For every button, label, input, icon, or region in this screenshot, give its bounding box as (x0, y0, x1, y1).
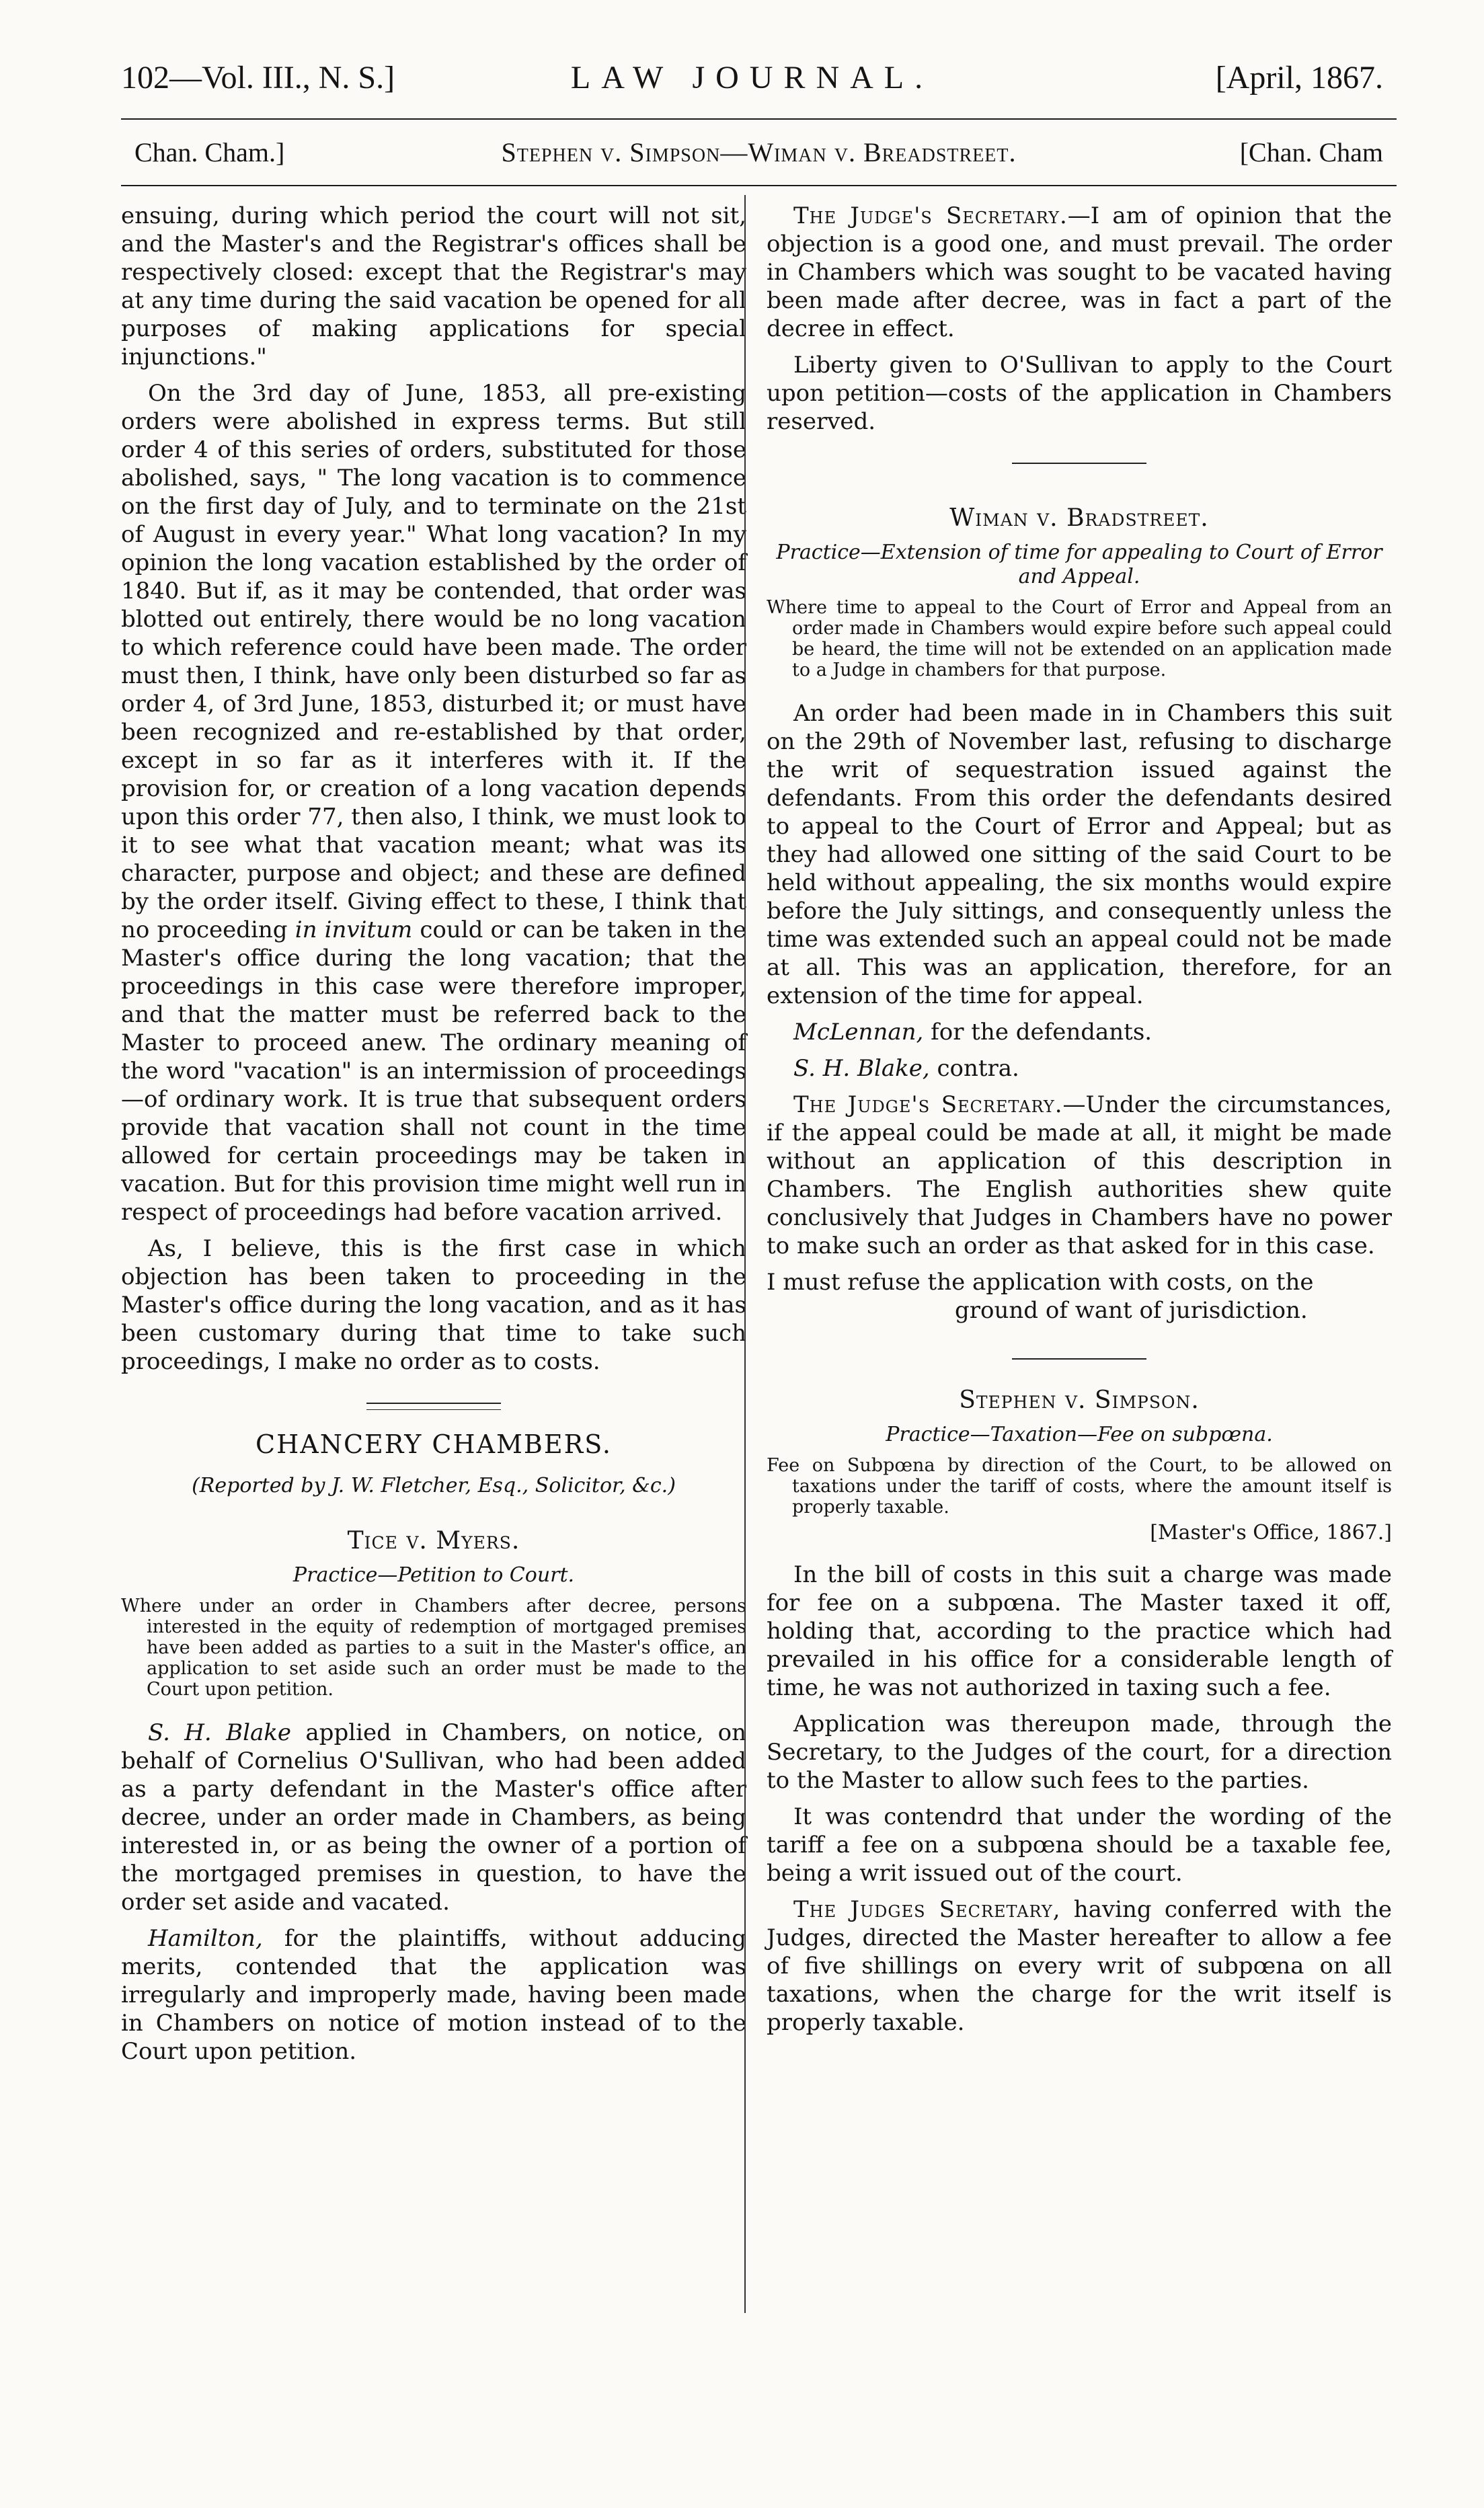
paragraph: As, I believe, this is the first case in which objection has been taken to proceeding in the Master's office during the long vacation, and as it has been customary during that time to take such proceedings, I make no order as to costs. (121, 1235, 746, 1375)
divider (1012, 1358, 1146, 1360)
paragraph: McLennan, for the defendants. (793, 1019, 1153, 1046)
running-subheader (134, 136, 1383, 177)
reporter-line: (Reported by J. W. Fletcher, Esq., Solicitor, &c.) (192, 1474, 676, 1497)
paragraph: The Judge's Secretary.—I am of opinion that the objection is a good one, and must prevail. The order in Chambers which was sought to be vacated having been made after decree, was in fact a part of the decree in effect. (767, 202, 1392, 342)
divider (366, 1409, 501, 1410)
divider (1012, 463, 1146, 464)
headnote: Where time to appeal to the Court of Error and Appeal from an order made in Chambers would expire before such appeal could be heard, the time will not be extended on an application made to a Judge in chambers for that purpose. (767, 597, 1392, 680)
practice-line: Practice—Taxation—Fee on subpœna. (886, 1423, 1273, 1446)
case-title: Tice v. Myers. (347, 1527, 520, 1555)
header-rule (121, 118, 1397, 120)
paragraph: Hamilton, for the plaintiffs, without adducing merits, contended that the application was irregularly and improperly made, having been made in Chambers on notice of motion instead of to the Court upon petition. (121, 1925, 746, 2065)
divider (366, 1403, 501, 1404)
paragraph: On the 3rd day of June, 1853, all pre-existing orders were abolished in express terms. But still order 4 of this series of orders, substituted for those abolished, says, " The long vacation is to commence on the first day of July, and to terminate on the 21st of August in every year." What long vacation? In my opinion the long vacation established by the order of 1840. But if, as it may be contended, that order was blotted out entirely, there would be no long vacation to which reference could have been made. The order must then, I think, have only been disturbed so far as order 4, of 3rd June, 1853, disturbed it; or must have been recognized and re-established by that order, except in so far as it interferes with it. If the provision for, or creation of a long vacation depends upon this order 77, then also, I think, we must look to it to see what that vacation meant; what was its character, purpose and object; and these are defined by the order itself. Giving effect to these, I think that no proceeding in invitum could or can be taken in the Master's office during the long vacation; that the proceedings in this case were therefore improper, and that the matter must be referred back to the Master to proceed anew. The ordinary meaning of the word "vacation" is an intermission of proceedings—of ordinary work. It is true that subsequent orders provide that vacation shall not count in the time allowed for certain proceedings may be taken in vacation. But for this provision time might well run in respect of proceedings had before vacation arrived. (121, 380, 747, 1226)
column-divider (744, 195, 746, 2313)
page-number-volume: 102—Vol. III., N. S.] (121, 60, 395, 95)
paragraph: ensuing, during which period the court will not sit, and the Master's and the Registrar's offices shall be respectively closed: except that the Registrar's may at any time during the said vacation be opened for all purposes of making applications for special injunctions." (121, 202, 746, 370)
paragraph: An order had been made in in Chambers this suit on the 29th of November last, refusing to discharge the writ of sequestration issued against the defendants. From this order the defendants desired to appeal to the Court of Error and Appeal; but as they had allowed one sitting of the said Court to be held without appealing, the six months would expire before the July sittings, and consequently unless the time was extended such an appeal could not be made at all. This was an application, therefore, for an extension of the time for appeal. (767, 700, 1392, 1009)
practice-line: Practice—Petition to Court. (292, 1563, 575, 1587)
issue-date: [April, 1867. (1215, 60, 1383, 95)
paragraph: Application was thereupon made, through the Secretary, to the Judges of the court, for a direction to the Master to allow such fees to the parties. (767, 1711, 1392, 1794)
office-line: [Master's Office, 1867.] (1150, 1521, 1392, 1544)
headnote: Fee on Subpœna by direction of the Court, to be allowed on taxations under the tariff of costs, where the amount itself is properly taxable. (767, 1455, 1392, 1518)
practice-line: Practice—Extension of time for appealing to Court of Error and Appeal. (776, 541, 1382, 588)
paragraph: It was contendrd that under the wording of the tariff a fee on a subpœna should be a taxable fee, being a writ issued out of the court. (767, 1803, 1392, 1887)
section-heading: CHANCERY CHAMBERS. (256, 1429, 612, 1459)
paragraph: Liberty given to O'Sullivan to apply to the Court upon petition—costs of the application in Chambers reserved. (767, 352, 1392, 435)
paragraph: S. H. Blake applied in Chambers, on notice, on behalf of Cornelius O'Sullivan, who had been added as a party defendant in the Master's office after decree, under an order made in Chambers, as being interested in, or as being the owner of a portion of the mortgaged premises in question, to have the order set aside and vacated. (121, 1719, 747, 1916)
section-left: Chan. Cham.] (134, 137, 285, 167)
paragraph: The Judges Secretary, having conferred with the Judges, directed the Master hereafter to allow a fee of five shillings on every writ of subpœna on all taxations, when the charge for the writ itself is properly taxable. (767, 1896, 1393, 2036)
headnote: Where under an order in Chambers after decree, persons interested in the equity of redemption of mortgaged premises have been added as parties to a suit in the Master's office, an application to set aside such an order must be made to the Court upon petition. (121, 1596, 746, 1700)
paragraph: The Judge's Secretary.—Under the circumstances, if the appeal could be made at all, it might be made without an application of this description in Chambers. The English authorities shew quite conclusively that Judges in Chambers have no power to make such an order as that asked for in this case. (767, 1091, 1392, 1259)
subheader-rule (121, 185, 1397, 186)
section-right: [Chan. Cham (1239, 137, 1383, 167)
running-header (121, 59, 1383, 106)
case-title: Wiman v. Bradstreet. (949, 504, 1209, 532)
case-names: Stephen v. Simpson—Wiman v. Breadstreet. (501, 137, 1017, 167)
paragraph: In the bill of costs in this suit a charge was made for fee on a subpœna. The Master taxed it off, holding that, according to the practice which had prevailed in his office for a considerable length of time, he was not authorized in taxing such a fee. (767, 1561, 1392, 1701)
left-column (121, 202, 746, 2074)
right-column (767, 202, 1392, 2045)
case-title: Stephen v. Simpson. (959, 1386, 1200, 1414)
paragraph: I must refuse the application with costs, on the ground of want of jurisdiction. (767, 1269, 1314, 1324)
paragraph: S. H. Blake, contra. (793, 1055, 1019, 1082)
journal-title: LAW JOURNAL. (570, 60, 934, 95)
